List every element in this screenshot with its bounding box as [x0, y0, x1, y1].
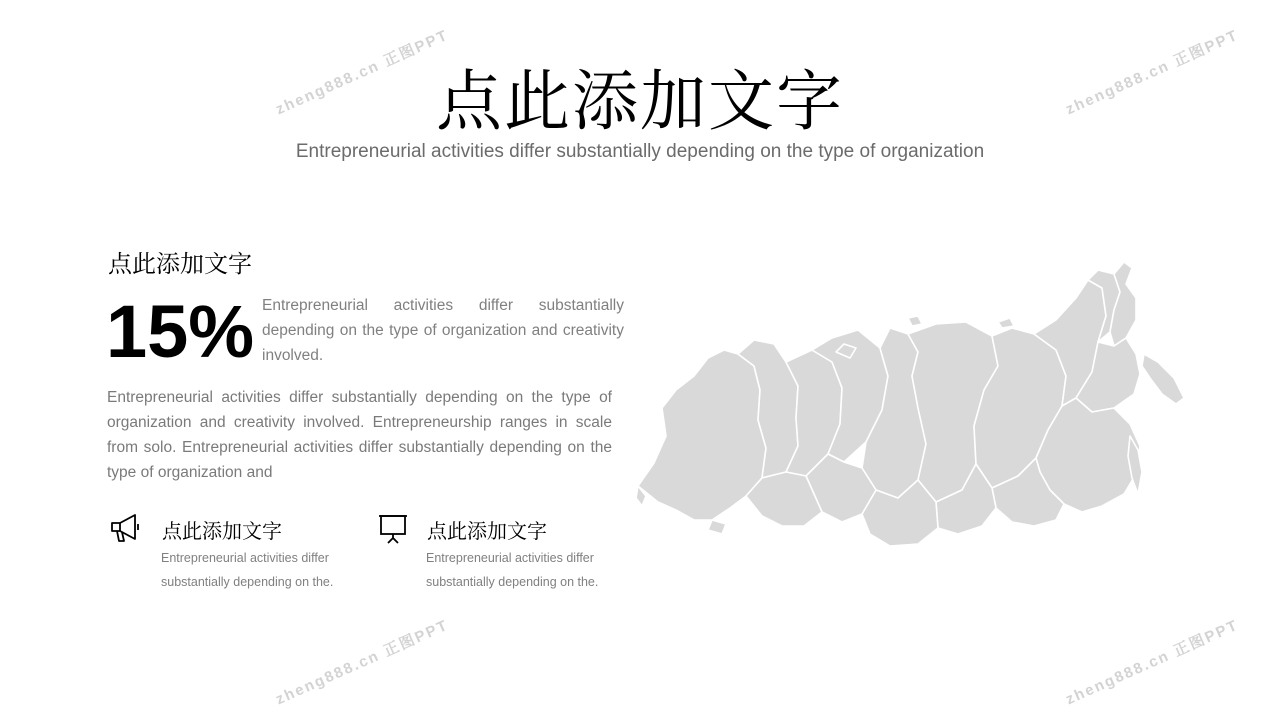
watermark: zheng888.cn 正图PPT	[273, 26, 452, 119]
feature-description: Entrepreneurial activities differ substantially depending on the.	[161, 551, 334, 589]
stat-value: 15%	[106, 290, 255, 373]
feature-description: Entrepreneurial activities differ substantially depending on the.	[426, 551, 599, 589]
watermark: zheng888.cn 正图PPT	[273, 616, 452, 709]
region-map	[636, 258, 1188, 550]
stat-description: Entrepreneurial activities differ substantially depending on the type of organization and creativity involved.	[262, 297, 624, 364]
feature-title: 点此添加文字	[162, 519, 282, 543]
megaphone-icon	[108, 511, 142, 545]
body-paragraph: Entrepreneurial activities differ substantially depending on the type of organization and creativity involved. Entrepreneurship ranges in scale from solo. Entrepreneurial activities differ substantially depending on the type of organization and	[107, 389, 612, 481]
slide-title: 点此添加文字	[436, 63, 844, 140]
watermark: zheng888.cn 正图PPT	[1063, 26, 1242, 119]
presentation-board-icon	[376, 511, 410, 545]
feature-presentation	[376, 511, 410, 550]
feature-megaphone	[108, 511, 142, 550]
watermark: zheng888.cn 正图PPT	[1063, 616, 1242, 709]
section-heading: 点此添加文字	[108, 250, 252, 278]
feature-title: 点此添加文字	[427, 519, 547, 543]
slide-subtitle: Entrepreneurial activities differ substantially depending on the type of organization	[295, 141, 985, 162]
